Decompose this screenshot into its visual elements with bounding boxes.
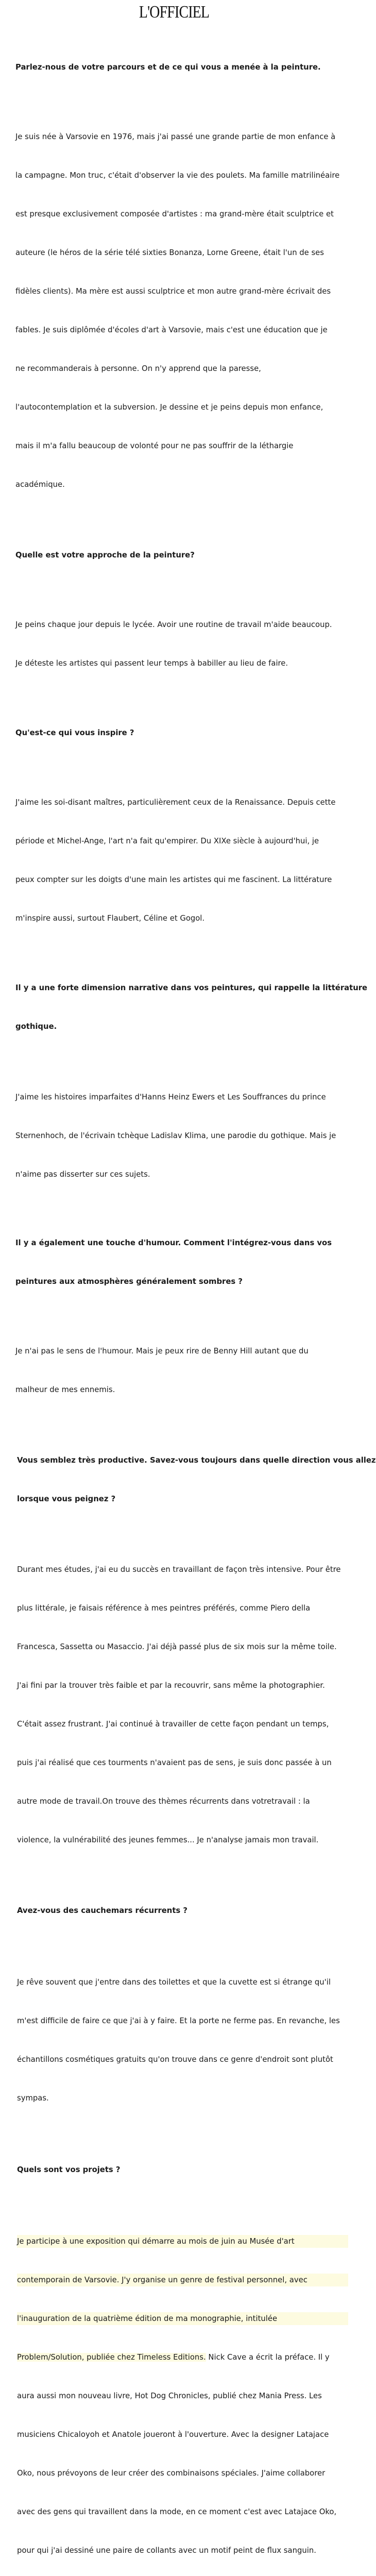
answer-line: échantillons cosmétiques gratuits qu'on trouve dans ce genre d'endroit sont plutôt bbox=[17, 2055, 333, 2064]
question-parcours bbox=[15, 35, 348, 99]
answer-line: plus littérale, je faisais référence à mes peintres préférés, comme Piero della bbox=[17, 1604, 311, 1613]
article-body bbox=[15, 35, 376, 2576]
question-line: Quels sont vos projets ? bbox=[17, 2165, 121, 2174]
answer-line: Je n'ai pas le sens de l'humour. Mais je peux rire de Benny Hill autant que du bbox=[15, 1347, 309, 1355]
question-line: gothique. bbox=[15, 1022, 57, 1031]
answer-line: J'aime les histoires imparfaites d'Hanns Heinz Ewers et Les Souffrances du prince bbox=[15, 1093, 326, 1101]
answer-productive bbox=[15, 1537, 348, 1872]
answer-line: Je déteste les artistes qui passent leur temps à babiller au lieu de faire. bbox=[15, 659, 288, 668]
answer-line: pour qui j'ai dessiné une paire de collants avec un motif peint de flux sanguin. bbox=[17, 2546, 316, 2555]
question-humour bbox=[15, 1211, 348, 1314]
answer-line: mais il m'a fallu beaucoup de volonté pour ne pas souffrir de la léthargie bbox=[15, 442, 294, 450]
answer-line: Sternenhoch, de l'écrivain tchèque Ladislav Klima, une parodie du gothique. Mais je bbox=[15, 1131, 336, 1140]
question-line: Quelle est votre approche de la peinture? bbox=[15, 551, 195, 560]
answer-line: puis j'ai réalisé que ces tourments n'avaient pas de sens, je suis donc passée à un bbox=[17, 1758, 332, 1767]
answer-line: C'était assez frustrant. J'ai continué à travailler de cette façon pendant un temps, bbox=[17, 1720, 329, 1728]
answer-line: musiciens Chicaloyoh et Anatole joueront à l'ouverture. Avec la designer Latajace bbox=[17, 2430, 329, 2439]
question-approche bbox=[15, 523, 348, 587]
highlighted-line: Je participe à une exposition qui démarre au mois de juin au Musée d'art bbox=[17, 2235, 348, 2248]
answer-line: est presque exclusivement composée d'artistes : ma grand-mère était sculptrice et bbox=[15, 210, 334, 218]
answer-line: fables. Je suis diplômée d'écoles d'art à Varsovie, mais c'est une éducation que je bbox=[15, 326, 328, 334]
answer-line: Francesca, Sassetta ou Masaccio. J'ai déjà passé plus de six mois sur la même toile. bbox=[17, 1642, 337, 1651]
answer-line: J'aime les soi-disant maîtres, particulièrement ceux de la Renaissance. Depuis cette bbox=[15, 798, 336, 807]
answer-narrative bbox=[15, 1065, 348, 1207]
answer-line: m'inspire aussi, surtout Flaubert, Céline et Gogol. bbox=[15, 914, 205, 923]
answer-line: peux compter sur les doigts d'une main les artistes qui me fascinent. La littérature bbox=[15, 875, 332, 884]
answer-inspiration bbox=[15, 770, 348, 951]
question-cauchemars bbox=[15, 1878, 348, 1943]
question-line: Vous semblez très productive. Savez-vous toujours dans quelle direction vous allez bbox=[17, 1456, 376, 1465]
answer-line: académique. bbox=[15, 480, 65, 489]
answer-cauchemars bbox=[15, 1950, 348, 2130]
answer-line: Je suis née à Varsovie en 1976, mais j'ai passé une grande partie de mon enfance à bbox=[15, 132, 336, 141]
answer-fragment: Nick Cave a écrit la préface. Il y bbox=[206, 2353, 330, 2362]
answer-line: malheur de mes ennemis. bbox=[15, 1385, 115, 1394]
answer-line: auteure (le héros de la série télé sixties Bonanza, Lorne Greene, était l'un de ses bbox=[15, 248, 324, 257]
answer-line: J'ai fini par la trouver très faible et par la recouvrir, sans même la photographier. bbox=[17, 1681, 325, 1690]
answer-line: ne recommanderais à personne. On n'y apprend que la paresse, bbox=[15, 364, 261, 373]
question-productive bbox=[15, 1428, 376, 1531]
answer-humour bbox=[15, 1319, 348, 1422]
answer-line: Durant mes études, j'ai eu du succès en travaillant de façon très intensive. Pour être bbox=[17, 1565, 341, 1574]
question-line: Parlez-nous de votre parcours et de ce qui vous a menée à la peinture. bbox=[15, 63, 321, 72]
highlighted-line: l'inauguration de la quatrième édition de ma monographie, intitulée bbox=[17, 2312, 348, 2325]
question-line: lorsque vous peignez ? bbox=[17, 1495, 116, 1503]
answer-parcours bbox=[15, 105, 348, 517]
question-narrative bbox=[15, 956, 368, 1059]
answer-line: la campagne. Mon truc, c'était d'observer la vie des poulets. Ma famille matrilinéaire bbox=[15, 171, 340, 180]
question-line: Il y a une forte dimension narrative dans vos peintures, qui rappelle la littérature bbox=[15, 984, 368, 992]
answer-line: l'autocontemplation et la subversion. Je dessine et je peins depuis mon enfance, bbox=[15, 403, 323, 412]
answer-line: aura aussi mon nouveau livre, Hot Dog Chronicles, publié chez Mania Press. Les bbox=[17, 2392, 322, 2400]
question-line: Avez-vous des cauchemars récurrents ? bbox=[17, 1906, 187, 1915]
answer-line: fidèles clients). Ma mère est aussi sculptrice et mon autre grand-mère écrivait des bbox=[15, 287, 331, 296]
answer-line: période et Michel-Ange, l'art n'a fait qu'empirer. Du XIXe siècle à aujourd'hui, je bbox=[15, 837, 319, 845]
answer-line: Oko, nous prévoyons de leur créer des combinaisons spéciales. J'aime collaborer bbox=[17, 2469, 326, 2478]
question-line: Qu'est-ce qui vous inspire ? bbox=[15, 728, 134, 737]
question-inspiration bbox=[15, 701, 348, 765]
answer-line: Je rêve souvent que j'entre dans des toilettes et que la cuvette est si étrange qu'il bbox=[17, 1978, 331, 1987]
answer-line: Je peins chaque jour depuis le lycée. Avoir une routine de travail m'aide beaucoup. bbox=[15, 620, 332, 629]
answer-line: autre mode de travail.On trouve des thèmes récurrents dans votretravail : la bbox=[17, 1797, 310, 1806]
answer-line: avec des gens qui travaillent dans la mode, en ce moment c'est avec Latajace Oko, bbox=[17, 2507, 337, 2516]
answer-line: m'est difficile de faire ce que j'ai à y faire. Et la porte ne ferme pas. En revanche, les bbox=[17, 2016, 340, 2025]
answer-line-mixed bbox=[17, 2351, 348, 2364]
highlighted-fragment: Problem/Solution, publiée chez Timeless Editions. bbox=[17, 2353, 206, 2362]
question-line: peintures aux atmosphères généralement sombres ? bbox=[15, 1277, 243, 1286]
answer-line: n'aime pas disserter sur ces sujets. bbox=[15, 1170, 150, 1179]
answer-line: violence, la vulnérabilité des jeunes femmes... Je n'analyse jamais mon travail. bbox=[17, 1836, 319, 1844]
site-logo[interactable]: L'OFFICIEL bbox=[139, 3, 210, 22]
answer-approche bbox=[15, 592, 348, 696]
highlighted-line: contemporain de Varsovie. J'y organise un genre de festival personnel, avec bbox=[17, 2274, 348, 2286]
answer-projets bbox=[15, 2209, 348, 2576]
question-line: Il y a également une touche d'humour. Comment l'intégrez-vous dans vos bbox=[15, 1239, 332, 1247]
answer-line: sympas. bbox=[17, 2094, 49, 2103]
question-projets bbox=[15, 2138, 348, 2202]
